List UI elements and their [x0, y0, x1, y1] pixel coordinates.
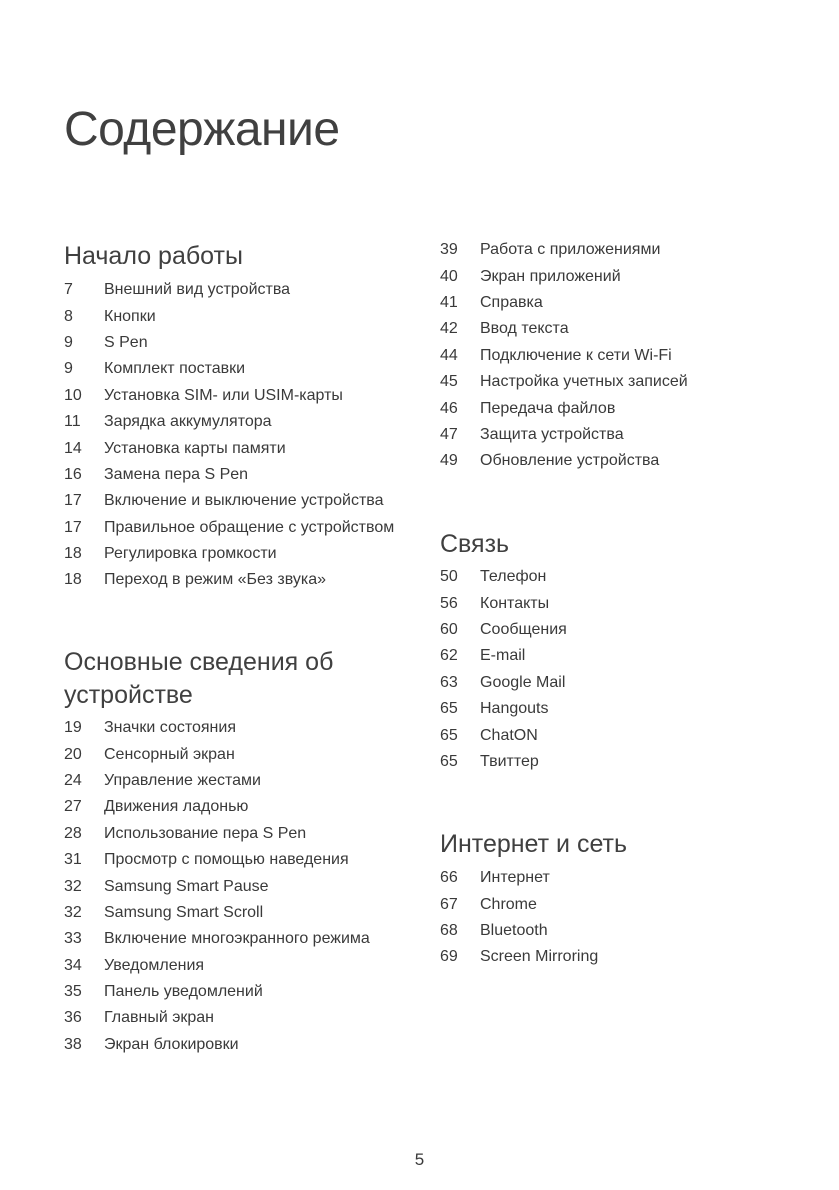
toc-entry-label: Регулировка громкости: [104, 545, 277, 563]
toc-entry-label: Samsung Smart Scroll: [104, 903, 264, 921]
toc-entry[interactable]: [64, 873, 370, 899]
toc-entry-label: Экран блокировки: [104, 1035, 239, 1053]
toc-page-number: 32: [64, 877, 82, 895]
toc-entry[interactable]: [64, 488, 394, 514]
toc-entry-label: Обновление устройства: [480, 452, 660, 470]
toc-page-number: 9: [64, 360, 73, 378]
toc-entry-label: Hangouts: [480, 700, 549, 718]
toc-entry-label: Главный экран: [104, 1009, 215, 1027]
toc-entry-label: Ввод текста: [480, 320, 569, 338]
toc-entry-label: Chrome: [480, 895, 537, 913]
toc-entry-label: Значки состояния: [104, 719, 236, 737]
toc-page-number: 38: [64, 1035, 82, 1053]
toc-entry[interactable]: [440, 395, 688, 421]
toc-entry[interactable]: [64, 926, 370, 952]
page-number: 5: [414, 1150, 425, 1169]
toc-entry-label: ChatON: [480, 726, 538, 744]
toc-entry[interactable]: [64, 515, 394, 541]
toc-entry-label: Кнопки: [104, 307, 156, 325]
toc-list-communication: [440, 564, 567, 775]
toc-entry[interactable]: [64, 768, 370, 794]
toc-entry-label: Google Mail: [480, 673, 566, 691]
toc-page-number: 11: [64, 413, 81, 431]
toc-entry[interactable]: [64, 979, 370, 1005]
toc-entry[interactable]: [64, 277, 394, 303]
toc-entry-label: Работа с приложениями: [480, 241, 661, 259]
toc-page-number: 65: [440, 726, 458, 744]
toc-entry-label: Установка SIM- или USIM-карты: [104, 386, 343, 404]
section-heading-basics-line2: устройстве: [64, 681, 193, 709]
toc-entry-label: Зарядка аккумулятора: [104, 413, 272, 431]
toc-list-internet: [440, 865, 598, 971]
toc-entry-label: E-mail: [480, 647, 526, 665]
toc-entry[interactable]: [64, 715, 370, 741]
toc-entry-label: S Pen: [104, 333, 148, 351]
toc-entry[interactable]: [64, 330, 394, 356]
toc-page-number: 39: [440, 241, 458, 259]
toc-entry[interactable]: [440, 696, 567, 722]
toc-entry[interactable]: [64, 567, 394, 593]
section-heading-basics-line1: Основные сведения об: [64, 648, 334, 676]
toc-entry-label: Панель уведомлений: [104, 983, 263, 1001]
toc-entry[interactable]: [440, 316, 688, 342]
toc-entry-label: Уведомления: [104, 956, 205, 974]
toc-entry[interactable]: [64, 821, 370, 847]
toc-entry-label: Замена пера S Pen: [104, 465, 249, 483]
toc-page-number: 35: [64, 983, 82, 1001]
toc-entry-label: Экран приложений: [480, 267, 621, 285]
toc-entry[interactable]: [64, 383, 394, 409]
toc-entry[interactable]: [440, 290, 688, 316]
toc-entry-label: Передача файлов: [480, 399, 616, 417]
toc-page-number: 40: [440, 267, 458, 285]
toc-entry-label: Установка карты памяти: [104, 439, 286, 457]
toc-page-number: 14: [64, 439, 82, 457]
toc-entry-label: Bluetooth: [480, 921, 548, 939]
toc-entry[interactable]: [64, 794, 370, 820]
toc-entry-label: Screen Mirroring: [480, 948, 599, 966]
toc-page-number: 41: [440, 293, 458, 311]
toc-entry-label: Телефон: [480, 568, 547, 586]
toc-entry[interactable]: [440, 749, 567, 775]
toc-entry[interactable]: [440, 918, 598, 944]
toc-page-number: 17: [64, 492, 82, 510]
toc-page-number: 9: [64, 333, 73, 351]
section-heading-basics: [64, 646, 333, 712]
toc-entry[interactable]: [64, 409, 394, 435]
toc-entry[interactable]: [64, 356, 394, 382]
toc-entry[interactable]: [440, 237, 688, 263]
toc-page-number: 34: [64, 956, 82, 974]
toc-entry[interactable]: [440, 448, 688, 474]
toc-page-number: 33: [64, 930, 82, 948]
toc-page-number: 47: [440, 425, 458, 443]
toc-entry[interactable]: [64, 900, 370, 926]
toc-page-number: 7: [64, 281, 73, 299]
toc-entry[interactable]: [440, 891, 598, 917]
toc-entry-label: Правильное обращение с устройством: [104, 518, 395, 536]
toc-entry[interactable]: [440, 343, 688, 369]
toc-entry[interactable]: [64, 741, 370, 767]
toc-entry[interactable]: [64, 435, 394, 461]
toc-page-number: 65: [440, 700, 458, 718]
toc-entry[interactable]: [440, 422, 688, 448]
toc-page-number: 24: [64, 771, 82, 789]
toc-page-number: 50: [440, 568, 458, 586]
toc-page-number: 8: [64, 307, 73, 325]
toc-page-number: 68: [440, 921, 458, 939]
toc-entry[interactable]: [440, 369, 688, 395]
toc-entry-label: Интернет: [480, 869, 550, 887]
toc-entry[interactable]: [64, 1005, 370, 1031]
toc-entry-label: Переход в режим «Без звука»: [104, 571, 326, 589]
toc-entry[interactable]: [440, 564, 567, 590]
toc-page-number: 56: [440, 594, 458, 612]
toc-page-number: 45: [440, 373, 458, 391]
toc-page-number: 16: [64, 465, 82, 483]
toc-page-number: 20: [64, 745, 82, 763]
toc-entry[interactable]: [440, 617, 567, 643]
toc-entry[interactable]: [440, 722, 567, 748]
toc-entry-label: Подключение к сети Wi-Fi: [480, 346, 672, 364]
toc-page-number: 28: [64, 824, 82, 842]
toc-entry-label: Движения ладонью: [104, 798, 249, 816]
toc-page-number: 69: [440, 948, 458, 966]
toc-list-basics: [64, 715, 370, 1058]
toc-entry[interactable]: [440, 944, 598, 970]
section-heading-communication: Связь: [440, 530, 510, 558]
toc-page-number: 27: [64, 798, 82, 816]
toc-entry[interactable]: [440, 643, 567, 669]
toc-entry-label: Просмотр с помощью наведения: [104, 851, 349, 869]
toc-entry-label: Справка: [480, 293, 543, 311]
toc-entry[interactable]: [64, 847, 370, 873]
toc-page-number: 36: [64, 1009, 82, 1027]
toc-page-number: 44: [440, 346, 458, 364]
toc-page-number: 18: [64, 571, 82, 589]
toc-entry-label: Включение и выключение устройства: [104, 492, 384, 510]
toc-entry[interactable]: [64, 953, 370, 979]
page-title: Содержание: [64, 103, 340, 156]
toc-page-number: 10: [64, 386, 82, 404]
toc-entry-label: Внешний вид устройства: [104, 281, 291, 299]
toc-page-number: 32: [64, 903, 82, 921]
toc-page-number: 18: [64, 545, 82, 563]
toc-entry-label: Включение многоэкранного режима: [104, 930, 370, 948]
toc-entry[interactable]: [64, 541, 394, 567]
toc-page-number: 19: [64, 719, 82, 737]
toc-entry[interactable]: [64, 462, 394, 488]
toc-entry-label: Сообщения: [480, 620, 567, 638]
toc-entry-label: Samsung Smart Pause: [104, 877, 269, 895]
section-heading-start: Начало работы: [64, 242, 243, 270]
toc-entry-label: Защита устройства: [480, 425, 624, 443]
toc-page-number: 66: [440, 869, 458, 887]
toc-entry-label: Твиттер: [480, 752, 539, 770]
toc-page-number: 46: [440, 399, 458, 417]
toc-entry[interactable]: [64, 1032, 370, 1058]
toc-entry-label: Использование пера S Pen: [104, 824, 307, 842]
toc-page-number: 31: [64, 851, 82, 869]
toc-page-number: 49: [440, 452, 458, 470]
toc-entry[interactable]: [64, 303, 394, 329]
toc-page-number: 63: [440, 673, 458, 691]
toc-page-number: 60: [440, 620, 458, 638]
toc-page-number: 42: [440, 320, 458, 338]
toc-entry[interactable]: [440, 263, 688, 289]
toc-list-start: [64, 277, 394, 594]
toc-list-basics-cont: [440, 237, 688, 475]
section-heading-internet: Интернет и сеть: [440, 830, 627, 858]
toc-page-number: 67: [440, 895, 458, 913]
toc-entry[interactable]: [440, 670, 567, 696]
toc-entry-label: Комплект поставки: [104, 360, 246, 378]
toc-page-number: 17: [64, 518, 82, 536]
toc-entry-label: Настройка учетных записей: [480, 373, 688, 391]
toc-page-number: 62: [440, 647, 458, 665]
toc-entry-label: Сенсорный экран: [104, 745, 235, 763]
toc-entry[interactable]: [440, 865, 598, 891]
toc-entry-label: Контакты: [480, 594, 550, 612]
toc-page-number: 65: [440, 752, 458, 770]
toc-entry[interactable]: [440, 590, 567, 616]
toc-entry-label: Управление жестами: [104, 771, 261, 789]
